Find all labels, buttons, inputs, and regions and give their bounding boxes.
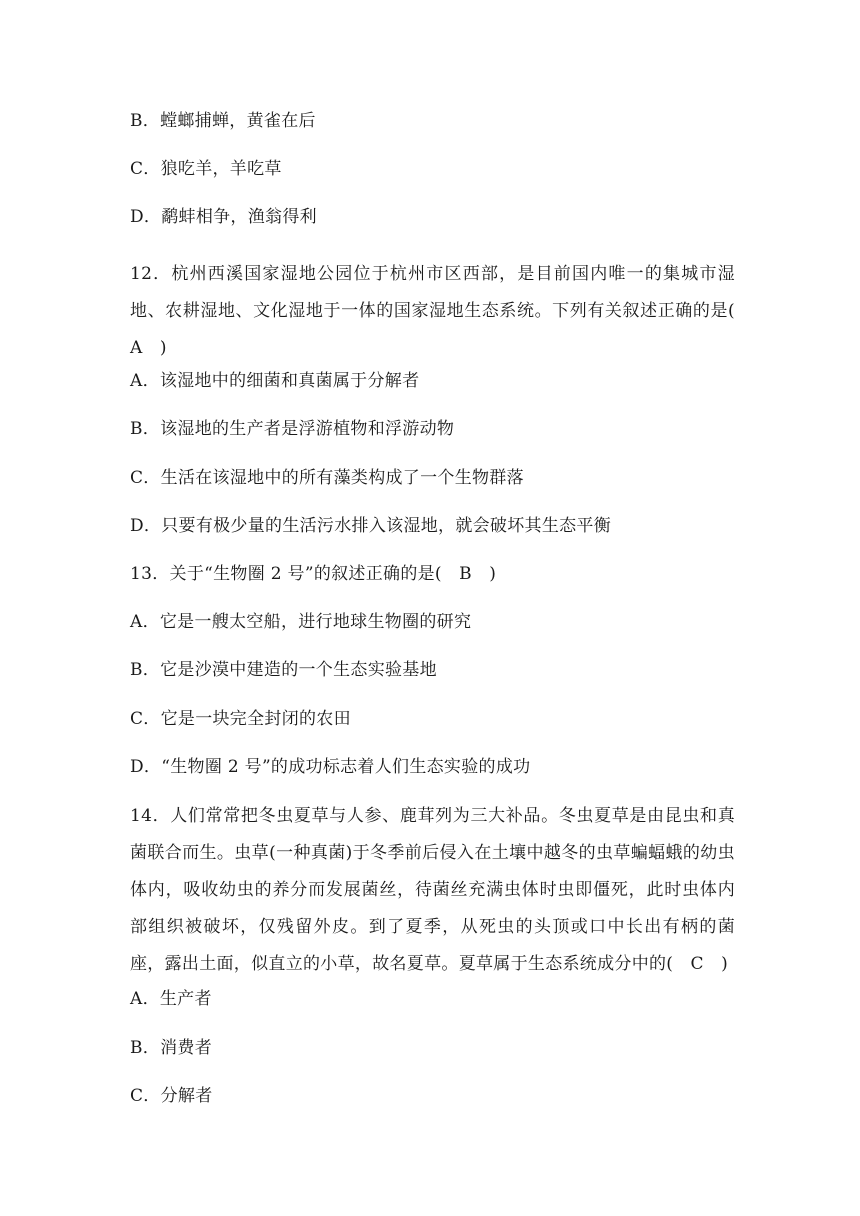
q12-option-b: B．该湿地的生产者是浮游植物和浮游动物 — [130, 419, 455, 439]
q11-option-d: D．鹬蚌相争，渔翁得利 — [130, 207, 317, 227]
q13-option-a: A．它是一艘太空船，进行地球生物圈的研究 — [130, 612, 472, 632]
q14-option-b: B．消费者 — [130, 1038, 212, 1058]
q14-stem: 14．人们常常把冬虫夏草与人参、鹿茸列为三大补品。冬虫夏草是由昆虫和真菌联合而生。虫草(一种真菌)于冬季前后侵入在土壤中越冬的虫草蝙蝠蛾的幼虫体内，吸收幼虫的养分而发展菌丝，待菌丝充满虫体时虫即僵死，此时虫体内部组织被破坏，仅残留外皮。到了夏季，从死虫的头顶或口中长出有柄的菌座，露出土面，似直立的小草，故名夏草。夏草属于生态系统成分中的( C ) — [130, 806, 735, 974]
q14-option-a: A．生产者 — [130, 989, 212, 1009]
q12-option-a: A．该湿地中的细菌和真菌属于分解者 — [130, 371, 420, 391]
q13-option-b: B．它是沙漠中建造的一个生态实验基地 — [130, 660, 437, 680]
q14-option-c: C．分解者 — [130, 1086, 213, 1106]
q13-stem: 13．关于“生物圈 2 号”的叙述正确的是( B ) — [130, 564, 497, 584]
q13-option-c: C．它是一块完全封闭的农田 — [130, 709, 351, 729]
q12-option-d: D．只要有极少量的生活污水排入该湿地，就会破坏其生态平衡 — [130, 516, 612, 536]
q13-option-d: D．“生物圈 2 号”的成功标志着人们生态实验的成功 — [130, 757, 531, 777]
q12-stem: 12．杭州西溪国家湿地公园位于杭州市区西部，是目前国内唯一的集城市湿地、农耕湿地、文化湿地于一体的国家湿地生态系统。下列有关叙述正确的是( A ) — [130, 264, 753, 358]
q11-option-c: C．狼吃羊，羊吃草 — [130, 159, 282, 179]
q12-option-c: C．生活在该湿地中的所有藻类构成了一个生物群落 — [130, 468, 524, 488]
q11-option-b: B．螳螂捕蝉，黄雀在后 — [130, 111, 316, 131]
